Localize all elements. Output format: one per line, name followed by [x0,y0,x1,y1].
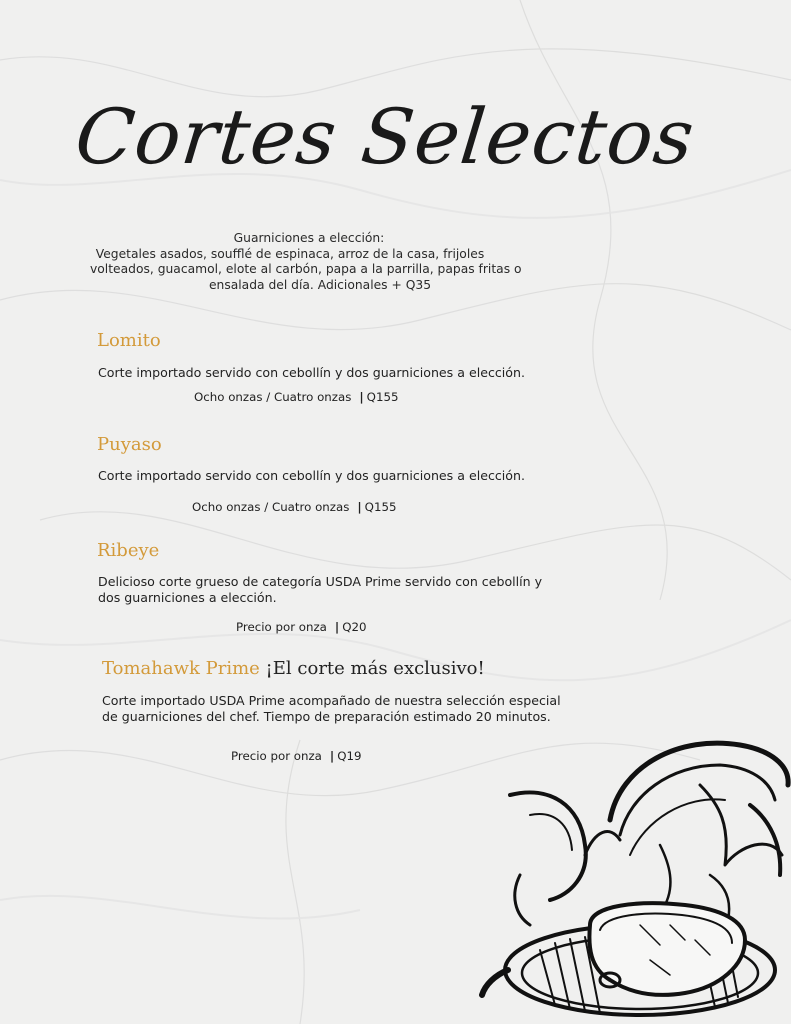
price-separator: | [334,620,340,634]
item-name-label: Tomahawk Prime [102,658,260,679]
item-name-ribeye: Ribeye [97,540,160,561]
item-description: Corte importado USDA Prime acompañado de nuestra selección especial [102,693,561,708]
garnishes-line: volteados, guacamol, elote al carbón, papa a la parrilla, papas fritas o [90,262,522,276]
item-description: de guarniciones del chef. Tiempo de preparación estimado 20 minutos. [102,709,551,724]
price-value: Q155 [364,500,397,514]
price-separator: | [357,500,362,514]
item-name-puyaso: Puyaso [97,434,162,455]
item-name-tomahawk [102,658,485,679]
garnishes-line: ensalada del día. Adicionales + Q35 [208,277,432,292]
portion-label: Ocho onzas / Cuatro onzas [194,390,352,404]
portion-label: Ocho onzas / Cuatro onzas [192,500,350,514]
item-price-row [236,620,367,634]
item-description: Delicioso corte grueso de categoría USDA Prime servido con cebollín y [98,574,543,589]
page-title: Cortes Selectos [71,92,699,181]
price-value: Q19 [337,749,362,763]
price-separator: | [329,749,335,763]
item-price-row [194,390,398,404]
price-value: Q20 [342,620,367,634]
item-price-row [192,500,396,514]
item-description: Corte importado servido con cebollín y dos guarniciones a elección. [98,365,526,380]
item-tagline: ¡El corte más exclusivo! [265,658,485,679]
item-name-lomito: Lomito [97,330,161,351]
garnishes-line: Vegetales asados, soufflé de espinaca, arroz de la casa, frijoles [95,246,485,261]
portion-label: Precio por onza [236,620,327,634]
price-value: Q155 [366,390,399,404]
grilled-steak-with-flames-icon [470,725,791,1024]
garnishes-note [90,231,522,293]
price-separator: | [359,390,364,404]
item-description: dos guarniciones a elección. [98,590,277,605]
item-description: Corte importado servido con cebollín y dos guarniciones a elección. [98,468,526,483]
garnishes-heading: Guarniciones a elección: [233,231,385,245]
item-price-row [231,749,362,763]
portion-label: Precio por onza [231,749,322,763]
